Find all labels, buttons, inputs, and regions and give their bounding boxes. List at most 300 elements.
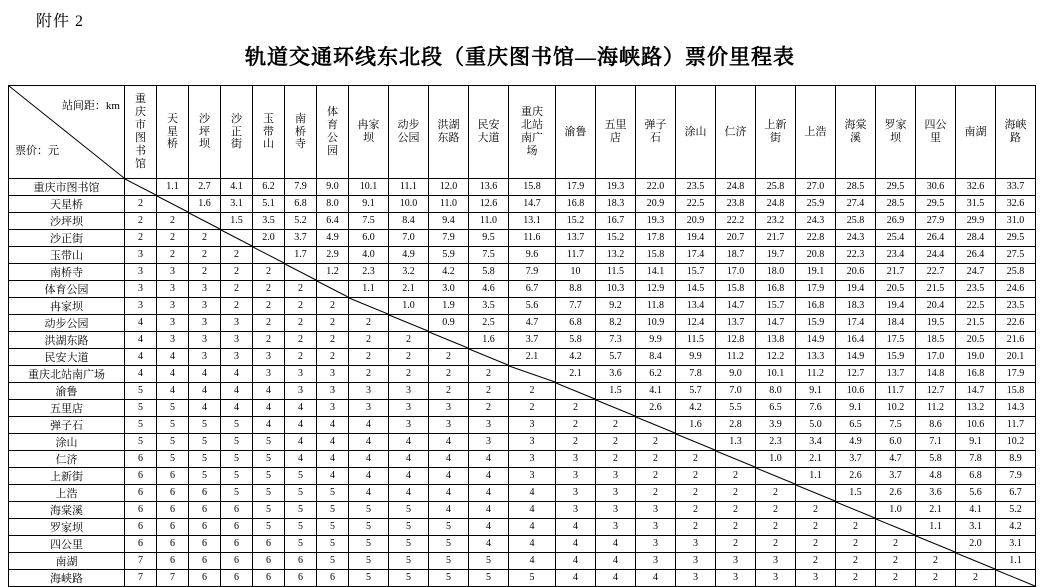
distance-cell: 4.9	[317, 230, 349, 247]
fare-cell: 4	[285, 451, 317, 468]
fare-cell: 4	[157, 349, 189, 366]
fare-cell: 3	[285, 383, 317, 400]
distance-cell: 2.1	[509, 349, 556, 366]
diagonal-line	[596, 400, 635, 416]
fare-cell: 6	[125, 451, 157, 468]
station-name: 沙坪坝	[199, 112, 210, 151]
distance-cell: 21.7	[876, 264, 916, 281]
fare-cell: 5	[317, 536, 349, 553]
fare-cell: 6	[221, 536, 253, 553]
distance-cell: 12.2	[756, 349, 796, 366]
fare-cell: 2	[429, 383, 469, 400]
fare-cell: 5	[221, 485, 253, 502]
distance-cell: 1.5	[836, 485, 876, 502]
fare-cell: 2	[221, 264, 253, 281]
col-header-station	[317, 86, 349, 179]
distance-cell: 8.8	[556, 281, 596, 298]
distance-cell: 14.9	[836, 349, 876, 366]
distance-cell: 22.7	[916, 264, 956, 281]
fare-cell: 2	[429, 349, 469, 366]
distance-cell: 10.9	[636, 315, 676, 332]
fare-cell: 4	[509, 519, 556, 536]
distance-cell: 24.8	[716, 179, 756, 196]
fare-cell: 3	[221, 349, 253, 366]
fare-cell: 6	[189, 502, 221, 519]
distance-cell: 20.6	[836, 264, 876, 281]
distance-cell: 27.4	[836, 196, 876, 213]
distance-cell: 2.6	[636, 400, 676, 417]
distance-cell: 2.9	[317, 247, 349, 264]
fare-cell: 5	[317, 502, 349, 519]
distance-cell: 1.1	[916, 519, 956, 536]
distance-cell: 10.2	[996, 434, 1036, 451]
distance-cell: 17.4	[676, 247, 716, 264]
row-header-station: 体育公园	[9, 281, 125, 298]
distance-cell: 3.9	[756, 417, 796, 434]
fare-cell: 3	[676, 553, 716, 570]
fare-cell: 3	[596, 502, 636, 519]
distance-cell: 3.7	[285, 230, 317, 247]
distance-cell: 17.9	[996, 366, 1036, 383]
station-name: 玉带山	[263, 112, 274, 151]
row-header-station: 天星桥	[9, 196, 125, 213]
fare-cell: 2	[349, 332, 389, 349]
distance-cell: 1.9	[429, 298, 469, 315]
fare-cell: 2	[389, 349, 429, 366]
fare-cell: 4	[189, 383, 221, 400]
table-row	[9, 366, 1036, 383]
fare-cell: 2	[157, 213, 189, 230]
fare-cell: 2	[676, 485, 716, 502]
distance-cell: 1.1	[996, 553, 1036, 570]
distance-cell: 7.1	[916, 434, 956, 451]
fare-cell: 2	[676, 451, 716, 468]
table-row	[9, 485, 1036, 502]
distance-cell: 12.4	[676, 315, 716, 332]
table-row	[9, 247, 1036, 264]
fare-cell: 6	[189, 570, 221, 587]
distance-cell: 5.7	[596, 349, 636, 366]
distance-cell: 19.1	[796, 264, 836, 281]
distance-cell: 11.0	[429, 196, 469, 213]
fare-cell: 2	[221, 298, 253, 315]
fare-cell: 2	[285, 298, 317, 315]
row-header-station: 重庆北站南广场	[9, 366, 125, 383]
row-header-station: 海峡路	[9, 570, 125, 587]
fare-cell: 2	[253, 281, 285, 298]
fare-cell: 2	[756, 485, 796, 502]
fare-cell: 2	[796, 519, 836, 536]
fare-cell: 2	[157, 247, 189, 264]
distance-cell: 9.0	[317, 179, 349, 196]
fare-cell: 5	[221, 451, 253, 468]
distance-cell: 6.2	[253, 179, 285, 196]
fare-cell: 6	[125, 468, 157, 485]
fare-cell: 3	[157, 298, 189, 315]
fare-cell: 4	[349, 417, 389, 434]
fare-cell: 3	[556, 502, 596, 519]
distance-cell: 6.0	[876, 434, 916, 451]
fare-cell: 6	[157, 519, 189, 536]
fare-cell: 2	[317, 349, 349, 366]
diagonal-cell	[189, 213, 221, 230]
diagonal-cell	[956, 553, 996, 570]
fare-cell: 4	[189, 366, 221, 383]
col-header-station	[876, 86, 916, 179]
diagonal-line	[509, 366, 555, 382]
fare-cell: 6	[189, 553, 221, 570]
fare-cell: 2	[916, 570, 956, 587]
fare-cell: 2	[916, 553, 956, 570]
fare-cell: 5	[221, 434, 253, 451]
fare-cell: 4	[317, 468, 349, 485]
table-row	[9, 281, 1036, 298]
table-row	[9, 332, 1036, 349]
distance-cell: 7.9	[996, 468, 1036, 485]
fare-cell: 5	[157, 417, 189, 434]
distance-cell: 15.2	[556, 213, 596, 230]
distance-cell: 24.8	[756, 196, 796, 213]
distance-cell: 20.5	[876, 281, 916, 298]
fare-cell: 2	[676, 519, 716, 536]
fare-cell: 7	[125, 570, 157, 587]
fare-cell: 6	[125, 519, 157, 536]
table-row	[9, 179, 1036, 196]
distance-cell: 13.3	[796, 349, 836, 366]
distance-cell: 5.8	[916, 451, 956, 468]
fare-cell: 5	[389, 536, 429, 553]
distance-cell: 32.6	[956, 179, 996, 196]
distance-cell: 19.4	[836, 281, 876, 298]
distance-cell: 22.3	[836, 247, 876, 264]
distance-cell: 22.6	[996, 315, 1036, 332]
fare-cell: 6	[157, 485, 189, 502]
col-header-station	[253, 86, 285, 179]
table-row	[9, 434, 1036, 451]
row-header-station: 玉带山	[9, 247, 125, 264]
fare-cell: 5	[349, 519, 389, 536]
fare-cell: 4	[189, 400, 221, 417]
table-row	[9, 502, 1036, 519]
row-header-station: 上浩	[9, 485, 125, 502]
corner-cell	[9, 86, 125, 179]
distance-cell: 8.4	[636, 349, 676, 366]
distance-cell: 22.8	[796, 230, 836, 247]
diagonal-cell	[509, 366, 556, 383]
distance-cell: 9.1	[796, 383, 836, 400]
diagonal-line	[317, 281, 348, 297]
fare-cell: 3	[221, 315, 253, 332]
distance-cell: 22.2	[716, 213, 756, 230]
diagonal-line	[676, 434, 715, 450]
fare-cell: 3	[189, 298, 221, 315]
fare-cell: 5	[469, 553, 509, 570]
row-header-station: 涂山	[9, 434, 125, 451]
fare-cell: 3	[157, 264, 189, 281]
fare-cell: 4	[253, 383, 285, 400]
distance-cell: 29.9	[956, 213, 996, 230]
fare-cell: 2	[509, 400, 556, 417]
fare-cell: 2	[189, 264, 221, 281]
fare-cell: 4	[556, 536, 596, 553]
distance-cell: 5.9	[429, 247, 469, 264]
distance-cell: 19.4	[876, 298, 916, 315]
table-row	[9, 400, 1036, 417]
col-header-station	[596, 86, 636, 179]
fare-cell: 3	[556, 451, 596, 468]
distance-cell: 7.5	[349, 213, 389, 230]
fare-cell: 6	[253, 553, 285, 570]
diagonal-cell	[317, 281, 349, 298]
fare-cell: 3	[125, 264, 157, 281]
fare-cell: 3	[509, 417, 556, 434]
fare-cell: 5	[125, 434, 157, 451]
distance-cell: 18.3	[596, 196, 636, 213]
fare-cell: 4	[349, 485, 389, 502]
diagonal-line	[836, 502, 875, 518]
diagonal-cell	[389, 315, 429, 332]
fare-cell: 3	[469, 434, 509, 451]
distance-cell: 8.4	[389, 213, 429, 230]
distance-cell: 2.0	[956, 536, 996, 553]
fare-cell: 3	[253, 349, 285, 366]
distance-cell: 13.2	[596, 247, 636, 264]
distance-cell: 14.3	[996, 400, 1036, 417]
diagonal-cell	[253, 247, 285, 264]
fare-cell: 2	[469, 383, 509, 400]
station-name: 沙正街	[231, 112, 242, 151]
fare-cell: 4	[221, 383, 253, 400]
fare-cell: 3	[253, 366, 285, 383]
distance-cell: 6.5	[836, 417, 876, 434]
distance-cell: 23.4	[876, 247, 916, 264]
distance-cell: 16.8	[756, 281, 796, 298]
distance-cell: 5.8	[556, 332, 596, 349]
table-row	[9, 315, 1036, 332]
distance-cell: 7.9	[509, 264, 556, 281]
distance-cell: 23.5	[956, 281, 996, 298]
fare-cell: 4	[125, 332, 157, 349]
distance-cell: 10.1	[349, 179, 389, 196]
fare-cell: 3	[676, 536, 716, 553]
distance-cell: 28.5	[836, 179, 876, 196]
fare-cell: 5	[349, 570, 389, 587]
fare-cell: 2	[756, 536, 796, 553]
table-row	[9, 451, 1036, 468]
distance-cell: 6.2	[636, 366, 676, 383]
fare-cell: 3	[429, 400, 469, 417]
distance-cell: 4.2	[676, 400, 716, 417]
fare-cell: 4	[596, 553, 636, 570]
distance-cell: 13.7	[876, 366, 916, 383]
attachment-label: 附件 2	[36, 13, 85, 30]
fare-cell: 3	[189, 332, 221, 349]
row-header-station: 冉家坝	[9, 298, 125, 315]
col-header-station	[836, 86, 876, 179]
fare-cell: 6	[317, 570, 349, 587]
distance-cell: 33.7	[996, 179, 1036, 196]
distance-cell: 9.9	[636, 332, 676, 349]
distance-cell: 4.0	[349, 247, 389, 264]
fare-cell: 3	[556, 485, 596, 502]
distance-cell: 31.5	[956, 196, 996, 213]
distance-cell: 15.2	[596, 230, 636, 247]
distance-cell: 21.6	[996, 332, 1036, 349]
fare-cell: 3	[716, 570, 756, 587]
distance-cell: 17.5	[876, 332, 916, 349]
distance-cell: 2.1	[556, 366, 596, 383]
fare-cell: 2	[876, 570, 916, 587]
fare-cell: 4	[317, 417, 349, 434]
distance-cell: 15.9	[796, 315, 836, 332]
fare-cell: 2	[556, 417, 596, 434]
distance-cell: 17.8	[636, 230, 676, 247]
distance-cell: 7.6	[796, 400, 836, 417]
distance-cell: 3.5	[253, 213, 285, 230]
fare-cell: 2	[796, 553, 836, 570]
distance-cell: 14.7	[956, 383, 996, 400]
fare-cell: 6	[221, 553, 253, 570]
distance-cell: 7.7	[556, 298, 596, 315]
distance-cell: 4.9	[836, 434, 876, 451]
distance-cell: 10	[556, 264, 596, 281]
fare-cell: 4	[509, 485, 556, 502]
fare-cell: 3	[596, 468, 636, 485]
fare-cell: 2	[157, 230, 189, 247]
distance-cell: 3.6	[596, 366, 636, 383]
col-header-station	[996, 86, 1036, 179]
distance-cell: 1.6	[676, 417, 716, 434]
distance-cell: 2.7	[189, 179, 221, 196]
col-header-station	[221, 86, 253, 179]
distance-cell: 2.5	[469, 315, 509, 332]
fare-cell: 6	[253, 536, 285, 553]
fare-cell: 2	[676, 468, 716, 485]
distance-cell: 2.8	[716, 417, 756, 434]
fare-cell: 4	[469, 485, 509, 502]
fare-cell: 4	[429, 434, 469, 451]
diagonal-cell	[996, 570, 1036, 587]
diagonal-line	[221, 230, 252, 246]
fare-cell: 3	[676, 570, 716, 587]
table-row	[9, 264, 1036, 281]
distance-cell: 5.2	[285, 213, 317, 230]
fare-cell: 6	[221, 570, 253, 587]
fare-cell: 4	[469, 519, 509, 536]
distance-cell: 5.8	[469, 264, 509, 281]
distance-cell: 11.8	[636, 298, 676, 315]
fare-cell: 4	[125, 366, 157, 383]
fare-cell: 3	[349, 383, 389, 400]
fare-cell: 4	[349, 451, 389, 468]
distance-cell: 20.4	[916, 298, 956, 315]
distance-cell: 4.1	[221, 179, 253, 196]
fare-cell: 2	[636, 451, 676, 468]
distance-cell: 26.4	[916, 230, 956, 247]
fare-cell: 4	[389, 451, 429, 468]
fare-cell: 4	[556, 570, 596, 587]
distance-cell: 23.8	[716, 196, 756, 213]
fare-cell: 2	[876, 553, 916, 570]
fare-cell: 2	[716, 485, 756, 502]
fare-cell: 2	[389, 366, 429, 383]
distance-cell: 31.0	[996, 213, 1036, 230]
distance-cell: 3.1	[956, 519, 996, 536]
fare-cell: 3	[125, 281, 157, 298]
distance-cell: 1.2	[317, 264, 349, 281]
fare-cell: 5	[285, 519, 317, 536]
station-name: 上新街	[764, 119, 787, 144]
fare-cell: 2	[876, 536, 916, 553]
fare-cell: 2	[317, 332, 349, 349]
distance-cell: 3.4	[796, 434, 836, 451]
distance-cell: 25.8	[996, 264, 1036, 281]
fare-cell: 2	[716, 519, 756, 536]
fare-cell: 4	[285, 400, 317, 417]
fare-cell: 2	[285, 315, 317, 332]
fare-cell: 3	[125, 247, 157, 264]
distance-cell: 19.5	[916, 315, 956, 332]
diagonal-line	[876, 519, 915, 535]
fare-cell: 5	[157, 434, 189, 451]
distance-cell: 3.5	[469, 298, 509, 315]
distance-cell: 19.0	[956, 349, 996, 366]
distance-cell: 7.9	[429, 230, 469, 247]
distance-cell: 3.1	[221, 196, 253, 213]
fare-cell: 3	[125, 298, 157, 315]
fare-cell: 3	[469, 417, 509, 434]
col-header-station	[796, 86, 836, 179]
distance-cell: 10.3	[596, 281, 636, 298]
diagonal-line	[636, 417, 675, 433]
fare-cell: 5	[125, 383, 157, 400]
distance-cell: 9.1	[836, 400, 876, 417]
distance-cell: 7.0	[389, 230, 429, 247]
fare-cell: 4	[509, 553, 556, 570]
distance-cell: 4.8	[916, 468, 956, 485]
fare-cell: 3	[796, 570, 836, 587]
distance-cell: 15.8	[716, 281, 756, 298]
fare-cell: 4	[221, 400, 253, 417]
table-row	[9, 213, 1036, 230]
col-header-station	[676, 86, 716, 179]
distance-cell: 11.6	[509, 230, 556, 247]
station-name: 南桥寺	[295, 112, 306, 151]
distance-cell: 29.5	[876, 179, 916, 196]
row-header-station: 罗家坝	[9, 519, 125, 536]
distance-cell: 20.8	[796, 247, 836, 264]
station-name: 海棠溪	[844, 119, 867, 144]
fare-cell: 3	[756, 553, 796, 570]
fare-cell: 5	[189, 434, 221, 451]
distance-cell: 24.3	[836, 230, 876, 247]
distance-cell: 9.1	[956, 434, 996, 451]
fare-cell: 4	[469, 536, 509, 553]
diagonal-line	[349, 298, 388, 314]
distance-cell: 11.5	[676, 332, 716, 349]
fare-cell: 3	[349, 400, 389, 417]
fare-cell: 2	[716, 502, 756, 519]
distance-cell: 15.7	[676, 264, 716, 281]
fare-cell: 4	[125, 349, 157, 366]
distance-cell: 13.7	[556, 230, 596, 247]
distance-cell: 15.8	[636, 247, 676, 264]
distance-cell: 12.7	[916, 383, 956, 400]
distance-cell: 12.9	[636, 281, 676, 298]
distance-cell: 5.1	[253, 196, 285, 213]
fare-cell: 3	[389, 400, 429, 417]
fare-cell: 6	[285, 570, 317, 587]
